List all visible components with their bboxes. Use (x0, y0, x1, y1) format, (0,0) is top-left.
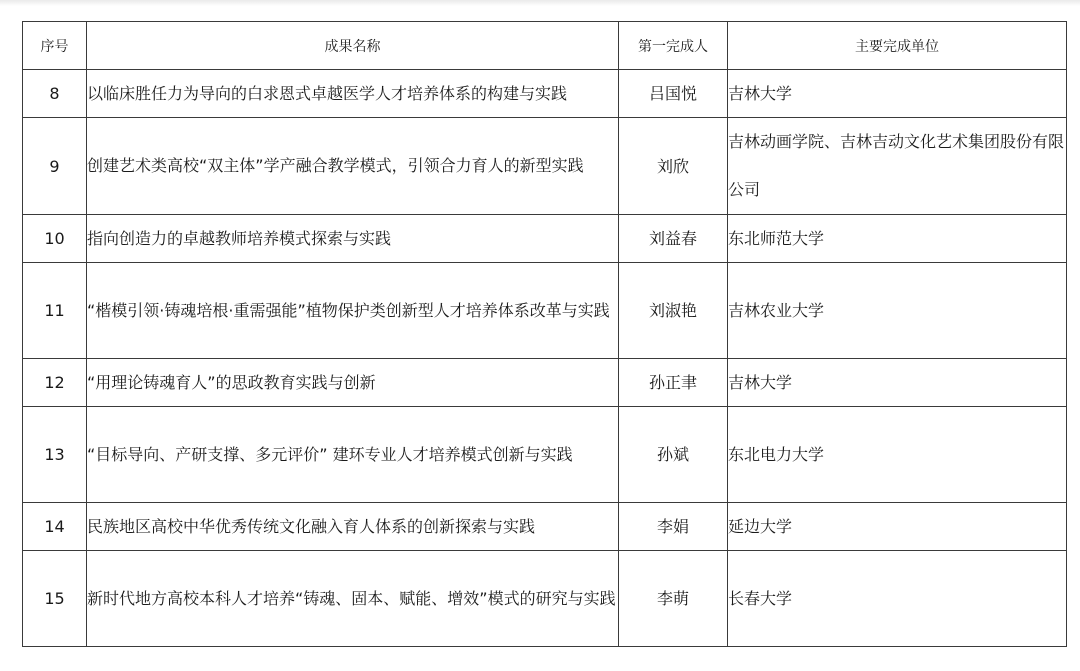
cell-no: 8 (23, 70, 87, 118)
cell-no: 14 (23, 503, 87, 551)
cell-person: 吕国悦 (619, 70, 728, 118)
cell-no-text: 13 (44, 445, 65, 464)
cell-no-text: 11 (44, 301, 65, 320)
cell-unit-text: 吉林农业大学 (728, 300, 825, 320)
table-row (23, 70, 1067, 118)
cell-name (87, 70, 619, 118)
table-row (23, 263, 1067, 359)
cell-person (619, 118, 728, 215)
cell-unit-text: 吉林动画学院、吉林吉动文化艺术集团股份有限公司 (728, 132, 1065, 199)
cell-person: 孙正聿 (619, 359, 728, 407)
cell-person-text: 孙斌 (656, 445, 689, 464)
cell-unit (728, 407, 1067, 503)
cell-unit-text: 吉林大学 (728, 373, 793, 392)
cell-name-text: “用理论铸魂育人”的思政教育实践与创新 (87, 373, 376, 392)
cell-no-text: 15 (44, 589, 65, 608)
cell-name-text: 以临床胜任力为导向的白求恩式卓越医学人才培养体系的构建与实践 (87, 84, 568, 103)
cell-no (23, 551, 87, 647)
cell-name (87, 407, 619, 503)
cell-no (23, 407, 87, 503)
cell-no-text: 9 (49, 156, 60, 176)
header-no: 序号 (23, 22, 87, 70)
cell-person (619, 551, 728, 647)
cell-name-text: 新时代地方高校本科人才培养“铸魂、固本、赋能、增效”模式的研究与实践 (87, 588, 616, 608)
cell-unit (728, 359, 1067, 407)
cell-person: 刘益春 (619, 215, 728, 263)
header-person: 第一完成人 (619, 22, 728, 70)
cell-unit-text: 长春大学 (728, 588, 793, 608)
cell-name-text: “楷模引领·铸魂培根·重需强能”植物保护类创新型人才培养体系改革与实践 (87, 300, 610, 320)
cell-name-text: 民族地区高校中华优秀传统文化融入育人体系的创新探索与实践 (87, 517, 536, 536)
table-row (23, 215, 1067, 263)
cell-name (87, 359, 619, 407)
cell-person (619, 407, 728, 503)
cell-person-text: 刘欣 (656, 156, 689, 176)
cell-person-text: 刘淑艳 (648, 301, 697, 320)
cell-no (23, 263, 87, 359)
table-header-row (23, 22, 1067, 70)
cell-unit (728, 263, 1067, 359)
results-table (22, 21, 1067, 647)
cell-unit-text: 延边大学 (728, 517, 793, 536)
cell-name (87, 551, 619, 647)
cell-no: 10 (23, 215, 87, 263)
table-row (23, 118, 1067, 215)
cell-person (619, 263, 728, 359)
cell-name-text: 指向创造力的卓越教师培养模式探索与实践 (87, 229, 392, 248)
table-row (23, 407, 1067, 503)
cell-unit (728, 503, 1067, 551)
cell-no (23, 118, 87, 215)
cell-no: 12 (23, 359, 87, 407)
cell-name (87, 503, 619, 551)
cell-unit (728, 215, 1067, 263)
cell-unit-text: 东北电力大学 (728, 444, 825, 464)
cell-unit (728, 551, 1067, 647)
cell-name (87, 215, 619, 263)
cell-person-text: 李萌 (656, 589, 689, 608)
cell-unit (728, 118, 1067, 215)
table-row (23, 551, 1067, 647)
cell-unit-text: 吉林大学 (728, 84, 793, 103)
header-unit: 主要完成单位 (728, 22, 1067, 70)
page-top-edge (0, 0, 1080, 6)
cell-unit-text: 东北师范大学 (728, 229, 825, 248)
cell-unit (728, 70, 1067, 118)
cell-name-text: “目标导向、产研支撑、多元评价” 建环专业人才培养模式创新与实践 (87, 444, 573, 464)
cell-name-text: 创建艺术类高校“双主体”学产融合教学模式，引领合力育人的新型实践 (87, 156, 584, 175)
header-name: 成果名称 (87, 22, 619, 70)
cell-person: 李娟 (619, 503, 728, 551)
table-row (23, 359, 1067, 407)
table-row (23, 503, 1067, 551)
cell-name (87, 263, 619, 359)
cell-name (87, 118, 619, 215)
